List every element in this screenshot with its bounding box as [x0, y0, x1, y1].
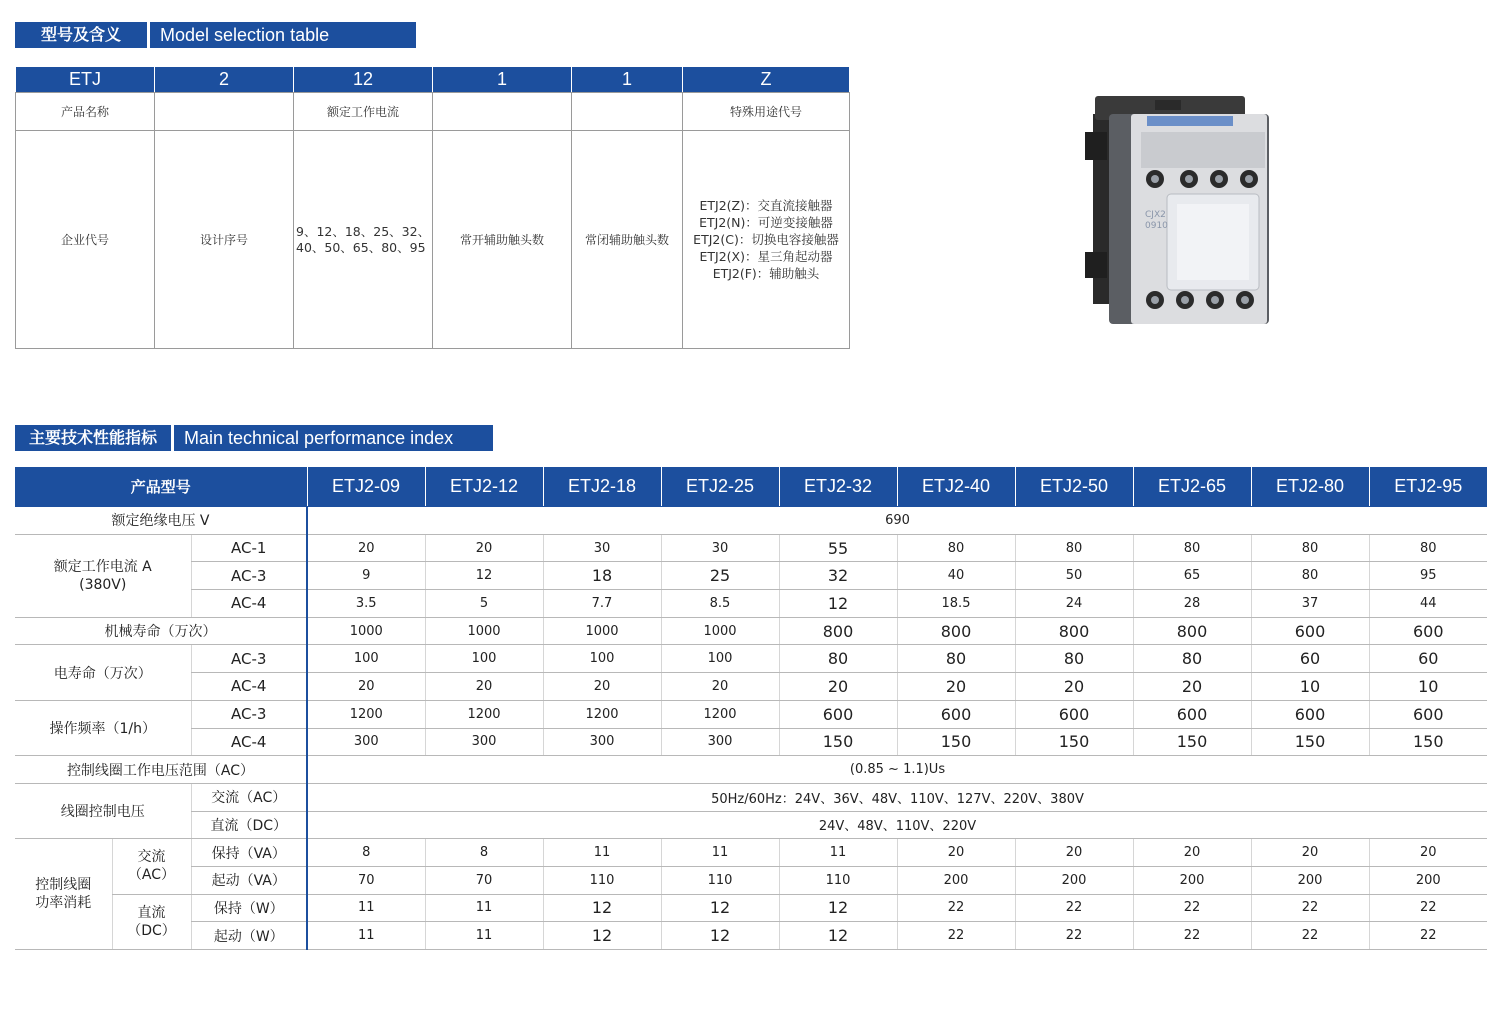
meaning-cell: 产品名称 — [16, 93, 155, 131]
sub-label: 起动（VA） — [191, 866, 307, 894]
value-cell: 37 — [1251, 590, 1369, 618]
insulation-value: 690 — [307, 507, 1487, 535]
special-use-cell — [683, 131, 850, 349]
value-cell: 70 — [307, 866, 425, 894]
coil-voltage-ac-row — [15, 783, 1487, 811]
value-cell: 80 — [1133, 645, 1251, 673]
currents-line-2: 40、50、65、80、95 — [296, 239, 426, 255]
value-cell: 600 — [897, 700, 1015, 728]
value-cell: 20 — [1015, 839, 1133, 867]
meaning-cell: 额定工作电流 — [294, 93, 433, 131]
value-cell: 600 — [1369, 700, 1487, 728]
value-cell: 1200 — [543, 700, 661, 728]
value-cell: 22 — [1133, 894, 1251, 922]
power-label — [15, 839, 112, 950]
coil-range-row — [15, 756, 1487, 784]
value-cell: 200 — [1133, 866, 1251, 894]
value-cell: 32 — [779, 562, 897, 590]
model-code-cell: 12 — [294, 67, 433, 93]
value-cell: 80 — [897, 645, 1015, 673]
value-cell: 5 — [425, 590, 543, 618]
value-cell: 25 — [661, 562, 779, 590]
value-cell: 8 — [307, 839, 425, 867]
row-label: 机械寿命（万次） — [15, 617, 307, 645]
value-cell: 12 — [661, 922, 779, 950]
value-cell: 1200 — [661, 700, 779, 728]
elec-life-ac4-row — [15, 673, 1487, 701]
model-col-header: ETJ2-12 — [425, 467, 543, 507]
contactor-image — [1085, 92, 1275, 337]
value-cell: 150 — [1369, 728, 1487, 756]
perf-header-cn: 主要技术性能指标 — [15, 425, 171, 451]
value-cell: 70 — [425, 866, 543, 894]
value-cell: 100 — [661, 645, 779, 673]
value-cell: 18.5 — [897, 590, 1015, 618]
value-cell: 11 — [425, 922, 543, 950]
performance-table — [15, 467, 1487, 950]
perf-header-en: Main technical performance index — [174, 425, 493, 451]
currents-line-1: 9、12、18、25、32、 — [296, 223, 431, 239]
value-cell: 95 — [1369, 562, 1487, 590]
insulation-row — [15, 507, 1487, 535]
value-cell: 10 — [1251, 673, 1369, 701]
model-meaning-row — [16, 93, 850, 131]
value-cell: 600 — [1369, 617, 1487, 645]
sub-label: AC-1 — [191, 534, 307, 562]
perf-section-header — [15, 425, 493, 451]
model-col-header: ETJ2-65 — [1133, 467, 1251, 507]
value-cell: 8.5 — [661, 590, 779, 618]
power-label-line1: 控制线圈 — [35, 877, 92, 894]
row-label: 额定绝缘电压 V — [15, 507, 307, 535]
perf-header-row — [15, 467, 1487, 507]
special-item: ETJ2(C)：切换电容接触器 — [693, 232, 839, 247]
ac-group-label — [112, 839, 191, 894]
value-cell: 800 — [897, 617, 1015, 645]
value-cell: 20 — [897, 839, 1015, 867]
special-item: ETJ2(F)：辅助触头 — [712, 266, 820, 281]
value-cell: 80 — [1133, 534, 1251, 562]
value-cell: 12 — [779, 894, 897, 922]
mech-life-row — [15, 617, 1487, 645]
model-col-header: ETJ2-40 — [897, 467, 1015, 507]
value-cell: 40 — [897, 562, 1015, 590]
ac-group-line1: 交流 — [137, 849, 166, 866]
value-cell: 150 — [1133, 728, 1251, 756]
value-cell: 20 — [543, 673, 661, 701]
meaning-cell — [572, 93, 683, 131]
model-code-cell: Z — [683, 67, 850, 93]
sub-label: 保持（VA） — [191, 839, 307, 867]
sub-label: 交流（AC） — [191, 783, 307, 811]
power-dc-hold-row — [15, 894, 1487, 922]
current-label — [15, 534, 191, 617]
value-cell: 12 — [661, 894, 779, 922]
value-cell: 150 — [1015, 728, 1133, 756]
value-cell: 20 — [1133, 839, 1251, 867]
value-cell: 1000 — [543, 617, 661, 645]
value-cell: 22 — [1369, 922, 1487, 950]
value-cell: 80 — [897, 534, 1015, 562]
model-col-header: ETJ2-95 — [1369, 467, 1487, 507]
value-cell: 22 — [1133, 922, 1251, 950]
value-cell: 28 — [1133, 590, 1251, 618]
value-cell: 65 — [1133, 562, 1251, 590]
current-ac3-row — [15, 562, 1487, 590]
value-cell: 20 — [1133, 673, 1251, 701]
value-cell: 110 — [543, 866, 661, 894]
sub-label: AC-3 — [191, 700, 307, 728]
current-ac4-row — [15, 590, 1487, 618]
value-cell: 20 — [1015, 673, 1133, 701]
model-col-header: ETJ2-18 — [543, 467, 661, 507]
value-cell: 80 — [1251, 562, 1369, 590]
value-cell: 10 — [1369, 673, 1487, 701]
value-cell: 22 — [1251, 922, 1369, 950]
power-ac-hold-row — [15, 839, 1487, 867]
value-cell: 300 — [307, 728, 425, 756]
meaning-cell — [433, 93, 572, 131]
value-cell: 12 — [779, 922, 897, 950]
value-cell: 11 — [307, 922, 425, 950]
value-cell: 150 — [1251, 728, 1369, 756]
value-cell: 200 — [1251, 866, 1369, 894]
model-code-cell: ETJ — [16, 67, 155, 93]
value-cell: 60 — [1369, 645, 1487, 673]
value-cell: 300 — [425, 728, 543, 756]
value-cell: 20 — [897, 673, 1015, 701]
model-header-cn: 型号及含义 — [15, 22, 147, 48]
model-header-en: Model selection table — [150, 22, 416, 48]
value-cell: 1200 — [425, 700, 543, 728]
value-cell: 150 — [779, 728, 897, 756]
detail-cell-currents — [294, 131, 433, 349]
value-cell: 800 — [1133, 617, 1251, 645]
sub-label: 保持（W） — [191, 894, 307, 922]
cover-text-1: CJX2 — [1145, 210, 1166, 220]
value-cell: 100 — [543, 645, 661, 673]
value-cell: 200 — [1015, 866, 1133, 894]
value-cell: 600 — [1251, 617, 1369, 645]
value-cell: 22 — [1251, 894, 1369, 922]
value-cell: 600 — [1251, 700, 1369, 728]
value-cell: 300 — [543, 728, 661, 756]
value-cell: 800 — [1015, 617, 1133, 645]
model-col-header: ETJ2-50 — [1015, 467, 1133, 507]
value-cell: 200 — [1369, 866, 1487, 894]
value-cell: 22 — [897, 922, 1015, 950]
value-cell: 100 — [425, 645, 543, 673]
value-cell: 80 — [1015, 645, 1133, 673]
value-cell: 55 — [779, 534, 897, 562]
value-cell: 1000 — [307, 617, 425, 645]
value-cell: 11 — [425, 894, 543, 922]
value-cell: 20 — [307, 534, 425, 562]
value-cell: 20 — [307, 673, 425, 701]
product-model-label: 产品型号 — [15, 467, 307, 507]
model-code-row — [16, 67, 850, 93]
value-cell: 44 — [1369, 590, 1487, 618]
sub-label: 起动（W） — [191, 922, 307, 950]
value-cell: 100 — [307, 645, 425, 673]
value-cell: 22 — [1369, 894, 1487, 922]
value-cell: 20 — [779, 673, 897, 701]
row-label: 电寿命（万次） — [15, 645, 191, 700]
freq-ac4-row — [15, 728, 1487, 756]
value-cell: 1200 — [307, 700, 425, 728]
freq-ac3-row — [15, 700, 1487, 728]
value-cell: 9 — [307, 562, 425, 590]
value-cell: 20 — [425, 534, 543, 562]
sub-label: 直流（DC） — [191, 811, 307, 839]
special-item: ETJ2(N)：可逆变接触器 — [699, 215, 833, 230]
ac-group-line2: （AC） — [127, 867, 176, 884]
model-selection-table — [15, 66, 850, 349]
value-cell: 30 — [661, 534, 779, 562]
model-code-cell: 1 — [433, 67, 572, 93]
value-cell: 8 — [425, 839, 543, 867]
coil-ac-value: 50Hz/60Hz：24V、36V、48V、110V、127V、220V、380V — [307, 783, 1487, 811]
value-cell: 22 — [1015, 894, 1133, 922]
value-cell: 1000 — [425, 617, 543, 645]
detail-cell: 设计序号 — [155, 131, 294, 349]
value-cell: 11 — [661, 839, 779, 867]
power-label-line2: 功率消耗 — [35, 895, 92, 912]
coil-voltage-dc-row — [15, 811, 1487, 839]
value-cell: 22 — [1015, 922, 1133, 950]
detail-cell: 常开辅助触头数 — [433, 131, 572, 349]
model-col-header: ETJ2-09 — [307, 467, 425, 507]
value-cell: 12 — [543, 922, 661, 950]
value-cell: 11 — [543, 839, 661, 867]
dc-group-line1: 直流 — [137, 904, 166, 921]
special-item: ETJ2(Z)：交直流接触器 — [699, 198, 833, 213]
value-cell: 12 — [543, 894, 661, 922]
row-label: 控制线圈工作电压范围（AC） — [15, 756, 307, 784]
current-label-line2: (380V) — [79, 576, 127, 593]
coil-dc-value: 24V、48V、110V、220V — [307, 811, 1487, 839]
value-cell: 80 — [1369, 534, 1487, 562]
special-item: ETJ2(X)：星三角起动器 — [699, 249, 833, 264]
value-cell: 300 — [661, 728, 779, 756]
sub-label: AC-3 — [191, 645, 307, 673]
value-cell: 11 — [779, 839, 897, 867]
detail-cell: 企业代号 — [16, 131, 155, 349]
coil-range-value: (0.85 ~ 1.1)Us — [307, 756, 1487, 784]
value-cell: 600 — [1015, 700, 1133, 728]
value-cell: 12 — [779, 590, 897, 618]
value-cell: 24 — [1015, 590, 1133, 618]
power-dc-start-row — [15, 922, 1487, 950]
sub-label: AC-4 — [191, 728, 307, 756]
row-label: 操作频率（1/h） — [15, 700, 191, 755]
value-cell: 18 — [543, 562, 661, 590]
model-col-header: ETJ2-80 — [1251, 467, 1369, 507]
current-ac1-row — [15, 534, 1487, 562]
row-label: 线圈控制电压 — [15, 783, 191, 838]
value-cell: 80 — [779, 645, 897, 673]
value-cell: 200 — [897, 866, 1015, 894]
value-cell: 20 — [661, 673, 779, 701]
model-section-header — [15, 22, 416, 48]
value-cell: 80 — [1251, 534, 1369, 562]
value-cell: 1000 — [661, 617, 779, 645]
value-cell: 80 — [1015, 534, 1133, 562]
meaning-cell: 特殊用途代号 — [683, 93, 850, 131]
value-cell: 60 — [1251, 645, 1369, 673]
meaning-cell — [155, 93, 294, 131]
model-code-cell: 1 — [572, 67, 683, 93]
value-cell: 800 — [779, 617, 897, 645]
sub-label: AC-4 — [191, 673, 307, 701]
elec-life-ac3-row — [15, 645, 1487, 673]
dc-group-label — [112, 894, 191, 949]
value-cell: 30 — [543, 534, 661, 562]
value-cell: 7.7 — [543, 590, 661, 618]
cover-text-2: 0910 — [1145, 221, 1168, 231]
detail-cell: 常闭辅助触头数 — [572, 131, 683, 349]
value-cell: 11 — [307, 894, 425, 922]
value-cell: 22 — [897, 894, 1015, 922]
model-code-cell: 2 — [155, 67, 294, 93]
value-cell: 600 — [779, 700, 897, 728]
model-col-header: ETJ2-32 — [779, 467, 897, 507]
sub-label: AC-4 — [191, 590, 307, 618]
power-ac-start-row — [15, 866, 1487, 894]
value-cell: 12 — [425, 562, 543, 590]
value-cell: 3.5 — [307, 590, 425, 618]
current-label-line1: 额定工作电流 A — [53, 558, 152, 575]
value-cell: 110 — [779, 866, 897, 894]
value-cell: 50 — [1015, 562, 1133, 590]
sub-label: AC-3 — [191, 562, 307, 590]
value-cell: 20 — [425, 673, 543, 701]
value-cell: 110 — [661, 866, 779, 894]
value-cell: 600 — [1133, 700, 1251, 728]
model-col-header: ETJ2-25 — [661, 467, 779, 507]
value-cell: 20 — [1369, 839, 1487, 867]
dc-group-line2: （DC） — [127, 922, 176, 939]
value-cell: 20 — [1251, 839, 1369, 867]
value-cell: 150 — [897, 728, 1015, 756]
model-detail-row — [16, 131, 850, 349]
